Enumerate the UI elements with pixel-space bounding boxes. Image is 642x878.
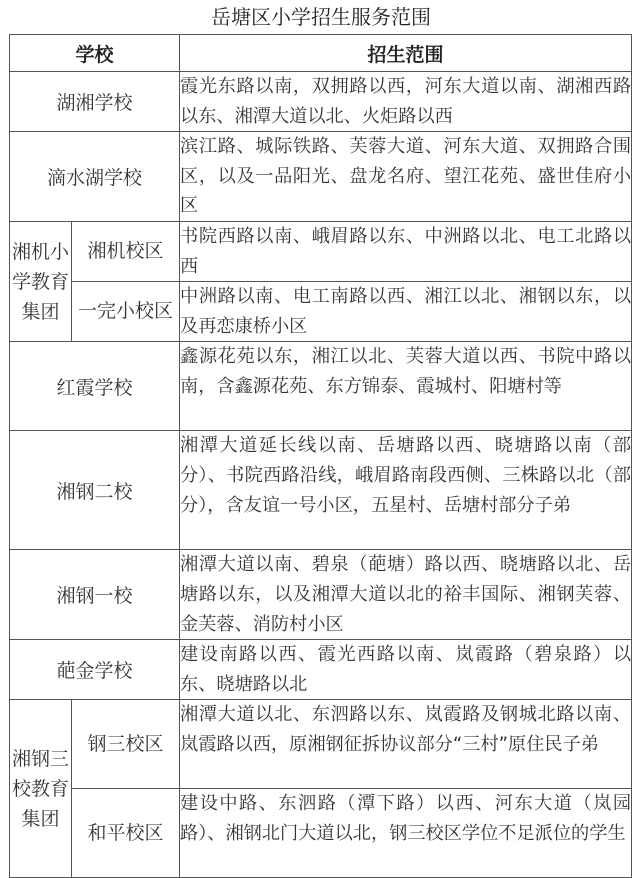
enrollment-scope-table [9,34,632,878]
school-name: 葩金学校 [10,640,180,700]
school-name: 湘钢一校 [10,550,180,640]
table-row [10,132,632,222]
header-row [10,35,632,72]
page-title: 岳塘区小学招生服务范围 [211,5,431,29]
enrollment-scope: 建设中路、东泗路（潭下路）以西、河东大道（岚园路）、湘钢北门大道以北，钢三校区学位不足派位的学生 [180,789,632,878]
enrollment-scope: 湘潭大道延长线以南、岳塘路以西、晓塘路以南（部分）、书院西路沿线，峨眉路南段西侧、三株路以北（部分），含友谊一号小区，五星村、岳塘村部分子弟 [180,431,632,550]
campus-name: 和平校区 [72,789,180,878]
enrollment-scope: 建设南路以西、霞光西路以南、岚霞路（碧泉路）以东、晓塘路以北 [180,640,632,700]
enrollment-scope: 湘潭大道以北、东泗路以东、岚霞路及钢城北路以南、岚霞路以西，原湘钢征拆协议部分“三村”原住民子弟 [180,700,632,789]
table-row [10,221,632,281]
campus-name: 钢三校区 [72,700,180,789]
school-name: 红霞学校 [10,342,180,431]
table-row [10,789,632,878]
school-name: 湖湘学校 [10,72,180,132]
table-row [10,640,632,700]
campus-name: 湘机校区 [72,221,180,281]
school-group-name: 湘钢三校教育集团 [10,700,72,878]
table-row [10,550,632,640]
school-name: 滴水湖学校 [10,132,180,222]
enrollment-scope: 书院西路以南、峨眉路以东、中洲路以北、电工北路以西 [180,221,632,281]
scope-column-header: 招生范围 [180,35,632,72]
enrollment-scope: 鑫源花苑以东，湘江以北、芙蓉大道以西、书院中路以南，含鑫源花苑、东方锦泰、霞城村、阳塘村等 [180,342,632,431]
school-group-name: 湘机小学教育集团 [10,221,72,341]
school-column-header: 学校 [10,35,180,72]
table-row [10,72,632,132]
table-row [10,342,632,431]
table-row [10,431,632,550]
table-row [10,700,632,789]
enrollment-scope: 湘潭大道以南、碧泉（葩塘）路以西、晓塘路以北、岳塘路以东，以及湘潭大道以北的裕丰国际、湘钢芙蓉、金芙蓉、消防村小区 [180,550,632,640]
enrollment-scope: 中洲路以南、电工南路以西、湘江以北、湘钢以东，以及再恋康桥小区 [180,282,632,342]
enrollment-scope: 霞光东路以南，双拥路以西，河东大道以南、湖湘西路以东、湘潭大道以北、火炬路以西 [180,72,632,132]
campus-name: 一完小校区 [72,282,180,342]
enrollment-scope: 滨江路、城际铁路、芙蓉大道、河东大道、双拥路合围区，以及一品阳光、盘龙名府、望江花苑、盛世佳府小区 [180,132,632,222]
table-row [10,282,632,342]
school-name: 湘钢二校 [10,431,180,550]
